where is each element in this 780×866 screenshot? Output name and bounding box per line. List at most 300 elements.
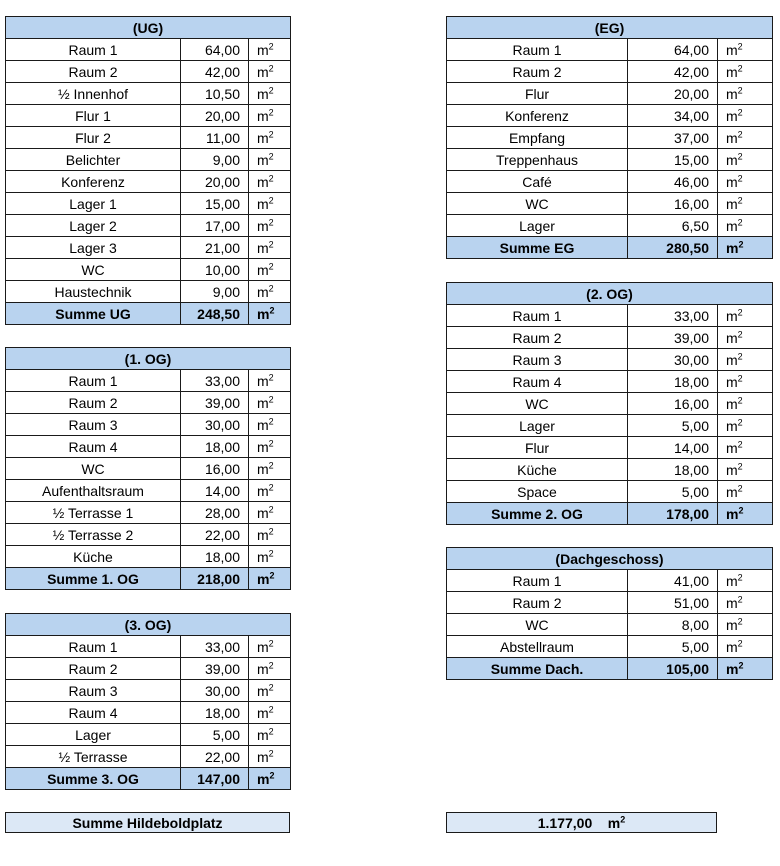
unit-superscript: 2	[737, 482, 743, 493]
room-name: ½ Terrasse	[6, 746, 181, 768]
room-name: Flur	[447, 83, 628, 105]
unit-cell	[249, 83, 291, 105]
table-row	[6, 61, 291, 83]
unit-text: m	[257, 305, 270, 322]
room-name: Raum 2	[447, 61, 628, 83]
room-name: Konferenz	[447, 105, 628, 127]
unit-text: m	[726, 638, 738, 655]
unit-superscript: 2	[738, 504, 744, 515]
table-row	[447, 127, 773, 149]
unit-cell	[718, 39, 773, 61]
unit-cell	[249, 502, 291, 524]
table-row	[6, 149, 291, 171]
unit-text: m	[257, 726, 269, 743]
unit-superscript: 2	[268, 282, 274, 293]
unit-text: m	[726, 461, 738, 478]
table-row	[447, 149, 773, 171]
unit-superscript: 2	[737, 40, 743, 51]
table-row	[447, 592, 773, 614]
unit-cell	[249, 524, 291, 546]
room-area: 51,00	[628, 592, 718, 614]
floor-table-ug	[5, 16, 291, 325]
table-row	[447, 459, 773, 481]
room-area: 11,00	[181, 127, 249, 149]
unit-text: m	[726, 329, 738, 346]
room-name: Raum 1	[447, 570, 628, 592]
table-row	[447, 570, 773, 592]
room-area: 5,00	[628, 415, 718, 437]
room-area: 46,00	[628, 171, 718, 193]
room-name: Konferenz	[6, 171, 181, 193]
unit-text: m	[257, 704, 269, 721]
table-row	[447, 614, 773, 636]
room-name: Abstellraum	[447, 636, 628, 658]
unit-superscript: 2	[268, 459, 274, 470]
unit-text: m	[726, 616, 738, 633]
unit-text: m	[257, 394, 269, 411]
unit-cell	[249, 237, 291, 259]
room-name: ½ Innenhof	[6, 83, 181, 105]
table-row	[6, 524, 291, 546]
unit-cell	[249, 636, 291, 658]
unit-cell	[249, 392, 291, 414]
unit-superscript: 2	[268, 525, 274, 536]
unit-cell	[249, 61, 291, 83]
sum-value: 280,50	[628, 237, 718, 259]
room-area: 14,00	[628, 437, 718, 459]
unit-superscript: 2	[268, 481, 274, 492]
table-row	[6, 502, 291, 524]
unit-superscript: 2	[268, 106, 274, 117]
room-area: 20,00	[628, 83, 718, 105]
room-area: 28,00	[181, 502, 249, 524]
table-row	[447, 437, 773, 459]
unit-cell	[718, 127, 773, 149]
total-label-box	[5, 812, 290, 833]
sum-value: 218,00	[181, 568, 249, 590]
table-row	[6, 237, 291, 259]
unit-text: m	[257, 217, 269, 234]
table-title: (2. OG)	[447, 283, 773, 305]
table-row	[447, 393, 773, 415]
room-name: Raum 3	[6, 414, 181, 436]
table-row	[6, 658, 291, 680]
unit-text: m	[257, 63, 269, 80]
room-area: 41,00	[628, 570, 718, 592]
unit-text: m	[726, 660, 739, 677]
room-area: 14,00	[181, 480, 249, 502]
unit-cell	[249, 546, 291, 568]
unit-text: m	[726, 351, 738, 368]
room-name: Raum 4	[6, 702, 181, 724]
unit-cell	[718, 371, 773, 393]
table-row	[447, 349, 773, 371]
table-row	[6, 193, 291, 215]
floor-table-3-og	[5, 613, 291, 790]
unit-text: m	[726, 63, 738, 80]
unit-superscript: 2	[268, 415, 274, 426]
room-name: Lager 3	[6, 237, 181, 259]
total-value-box	[446, 812, 717, 833]
unit-text: m	[726, 195, 738, 212]
sum-value: 147,00	[181, 768, 249, 790]
room-name: Lager 2	[6, 215, 181, 237]
unit-superscript: 2	[268, 393, 274, 404]
total-label: Summe Hildeboldplatz	[72, 815, 223, 831]
room-area: 9,00	[181, 281, 249, 303]
unit-cell	[718, 327, 773, 349]
room-area: 22,00	[181, 524, 249, 546]
sum-label: Summe Dach.	[447, 658, 628, 680]
unit-superscript: 2	[737, 460, 743, 471]
table-row	[447, 193, 773, 215]
unit-cell	[249, 480, 291, 502]
unit-text: m	[257, 504, 269, 521]
table-title: (UG)	[6, 17, 291, 39]
room-area: 8,00	[628, 614, 718, 636]
room-area: 18,00	[181, 436, 249, 458]
unit-text: m	[726, 483, 738, 500]
unit-text: m	[726, 373, 738, 390]
room-name: Raum 2	[6, 392, 181, 414]
unit-cell	[249, 414, 291, 436]
unit-superscript: 2	[268, 150, 274, 161]
unit-superscript: 2	[737, 372, 743, 383]
room-name: Belichter	[6, 149, 181, 171]
room-area: 18,00	[181, 702, 249, 724]
room-area: 6,50	[628, 215, 718, 237]
unit-text: m	[726, 572, 738, 589]
room-name: WC	[6, 458, 181, 480]
unit-superscript: 2	[737, 593, 743, 604]
unit-cell	[249, 724, 291, 746]
table-row	[6, 171, 291, 193]
sum-row	[6, 568, 291, 590]
room-name: Café	[447, 171, 628, 193]
room-area: 30,00	[181, 414, 249, 436]
table-title: (3. OG)	[6, 614, 291, 636]
room-name: Raum 3	[6, 680, 181, 702]
room-name: Lager	[6, 724, 181, 746]
room-area: 16,00	[628, 193, 718, 215]
unit-superscript: 2	[737, 194, 743, 205]
unit-superscript: 2	[268, 703, 274, 714]
room-area: 5,00	[628, 636, 718, 658]
room-area: 16,00	[181, 458, 249, 480]
unit-superscript: 2	[268, 216, 274, 227]
unit-cell	[249, 458, 291, 480]
table-row	[6, 370, 291, 392]
table-header-row	[447, 548, 773, 570]
table-row	[447, 371, 773, 393]
room-name: Lager	[447, 415, 628, 437]
sum-label: Summe UG	[6, 303, 181, 325]
room-name: Lager	[447, 215, 628, 237]
sum-row	[6, 768, 291, 790]
room-name: Aufenthaltsraum	[6, 480, 181, 502]
room-name: Haustechnik	[6, 281, 181, 303]
unit-text: m	[726, 439, 738, 456]
room-area: 39,00	[181, 658, 249, 680]
room-name: Raum 1	[6, 370, 181, 392]
unit-text: m	[257, 770, 270, 787]
room-area: 42,00	[628, 61, 718, 83]
sum-label: Summe EG	[447, 237, 628, 259]
room-name: WC	[447, 614, 628, 636]
unit-text: m	[257, 438, 269, 455]
unit-text: m	[726, 417, 738, 434]
room-name: Küche	[6, 546, 181, 568]
table-row	[447, 39, 773, 61]
unit-text: m	[257, 416, 269, 433]
table-title: (Dachgeschoss)	[447, 548, 773, 570]
unit-superscript: 2	[737, 306, 743, 317]
room-area: 15,00	[181, 193, 249, 215]
table-header-row	[447, 283, 773, 305]
room-area: 20,00	[181, 171, 249, 193]
unit-cell	[718, 193, 773, 215]
room-area: 18,00	[181, 546, 249, 568]
room-area: 20,00	[181, 105, 249, 127]
unit-text: m	[726, 217, 738, 234]
unit-superscript: 2	[737, 615, 743, 626]
unit-superscript: 2	[737, 571, 743, 582]
room-name: ½ Terrasse 2	[6, 524, 181, 546]
sum-label: Summe 1. OG	[6, 568, 181, 590]
sum-row	[447, 237, 773, 259]
unit-cell	[718, 237, 773, 259]
room-name: Raum 2	[447, 592, 628, 614]
room-name: WC	[447, 393, 628, 415]
unit-cell	[718, 215, 773, 237]
unit-superscript: 2	[269, 304, 275, 315]
unit-text: m	[726, 173, 738, 190]
unit-superscript: 2	[268, 659, 274, 670]
table-row	[6, 436, 291, 458]
unit-text: m	[257, 682, 269, 699]
unit-superscript: 2	[738, 659, 744, 670]
table-row	[447, 61, 773, 83]
room-area: 16,00	[628, 393, 718, 415]
unit-superscript: 2	[268, 62, 274, 73]
room-name: Küche	[447, 459, 628, 481]
table-row	[6, 281, 291, 303]
room-name: Space	[447, 481, 628, 503]
unit-superscript: 2	[268, 725, 274, 736]
unit-cell	[249, 259, 291, 281]
room-name: Raum 1	[447, 39, 628, 61]
floor-table-2-og	[446, 282, 773, 525]
room-name: Flur 2	[6, 127, 181, 149]
floor-table-1-og	[5, 347, 291, 590]
table-row	[6, 392, 291, 414]
unit-cell	[249, 370, 291, 392]
unit-superscript: 2	[737, 394, 743, 405]
room-name: Raum 4	[6, 436, 181, 458]
unit-cell	[249, 658, 291, 680]
unit-text: m	[257, 239, 269, 256]
table-row	[6, 215, 291, 237]
floor-table-eg	[446, 16, 773, 259]
unit-superscript: 2	[269, 769, 275, 780]
table-row	[447, 171, 773, 193]
unit-text: m	[257, 129, 269, 146]
table-row	[6, 259, 291, 281]
unit-cell	[249, 680, 291, 702]
room-area: 34,00	[628, 105, 718, 127]
unit-cell	[718, 305, 773, 327]
table-row	[6, 480, 291, 502]
unit-text: m	[257, 173, 269, 190]
unit-text: m	[257, 748, 269, 765]
room-area: 10,50	[181, 83, 249, 105]
unit-cell	[718, 658, 773, 680]
unit-cell	[249, 193, 291, 215]
unit-text: m	[726, 594, 738, 611]
room-name: Raum 3	[447, 349, 628, 371]
room-area: 9,00	[181, 149, 249, 171]
sum-label: Summe 2. OG	[447, 503, 628, 525]
room-name: Raum 2	[447, 327, 628, 349]
table-row	[447, 105, 773, 127]
unit-cell	[249, 127, 291, 149]
unit-superscript: 2	[737, 350, 743, 361]
unit-superscript: 2	[268, 260, 274, 271]
room-area: 10,00	[181, 259, 249, 281]
unit-text: m	[257, 548, 269, 565]
unit-cell	[249, 171, 291, 193]
unit-cell	[249, 149, 291, 171]
unit-superscript: 2	[268, 681, 274, 692]
table-row	[447, 636, 773, 658]
unit-text: m	[257, 85, 269, 102]
sum-value: 105,00	[628, 658, 718, 680]
unit-text: m	[257, 372, 269, 389]
room-name: WC	[447, 193, 628, 215]
sum-row	[447, 658, 773, 680]
table-row	[6, 724, 291, 746]
unit-text: m	[257, 283, 269, 300]
room-name: Empfang	[447, 127, 628, 149]
unit-superscript: 2	[268, 747, 274, 758]
sum-label: Summe 3. OG	[6, 768, 181, 790]
unit-superscript: 2	[737, 416, 743, 427]
unit-superscript: 2	[268, 637, 274, 648]
room-name: Raum 4	[447, 371, 628, 393]
unit-cell	[718, 459, 773, 481]
unit-cell	[249, 303, 291, 325]
unit-text: m	[726, 107, 738, 124]
room-name: Raum 2	[6, 61, 181, 83]
unit-cell	[249, 436, 291, 458]
table-row	[6, 702, 291, 724]
sum-value: 248,50	[181, 303, 249, 325]
unit-cell	[249, 568, 291, 590]
table-title: (1. OG)	[6, 348, 291, 370]
table-row	[447, 305, 773, 327]
unit-superscript: 2	[737, 106, 743, 117]
unit-text: m	[257, 261, 269, 278]
room-area: 17,00	[181, 215, 249, 237]
unit-cell	[718, 393, 773, 415]
unit-superscript: 2	[268, 437, 274, 448]
unit-superscript: 2	[737, 84, 743, 95]
unit-cell	[249, 768, 291, 790]
room-name: Lager 1	[6, 193, 181, 215]
unit-cell	[718, 570, 773, 592]
unit-cell	[718, 83, 773, 105]
table-row	[447, 481, 773, 503]
unit-cell	[249, 39, 291, 61]
room-area: 64,00	[181, 39, 249, 61]
unit-superscript: 2	[268, 238, 274, 249]
unit-cell	[718, 481, 773, 503]
unit-cell	[249, 281, 291, 303]
room-area: 42,00	[181, 61, 249, 83]
room-name: Flur 1	[6, 105, 181, 127]
table-row	[6, 458, 291, 480]
table-row	[6, 127, 291, 149]
unit-cell	[718, 349, 773, 371]
room-area: 5,00	[628, 481, 718, 503]
sum-row	[447, 503, 773, 525]
unit-cell	[718, 415, 773, 437]
unit-text: m	[726, 307, 738, 324]
unit-text: m	[257, 638, 269, 655]
unit-superscript: 2	[268, 194, 274, 205]
unit-text: m	[257, 195, 269, 212]
unit-superscript: 2	[737, 150, 743, 161]
room-area: 39,00	[628, 327, 718, 349]
room-name: Raum 1	[6, 636, 181, 658]
unit-text: m	[726, 239, 739, 256]
table-title: (EG)	[447, 17, 773, 39]
unit-text: m	[257, 570, 270, 587]
room-area: 15,00	[628, 149, 718, 171]
total-unit: $m^2$	[607, 814, 626, 831]
table-header-row	[6, 614, 291, 636]
unit-text: m	[726, 395, 738, 412]
unit-superscript: 2	[268, 40, 274, 51]
floor-table-dachgeschoss	[446, 547, 773, 680]
sum-row	[6, 303, 291, 325]
room-area: 37,00	[628, 127, 718, 149]
unit-superscript: 2	[737, 216, 743, 227]
unit-cell	[718, 437, 773, 459]
room-area: 18,00	[628, 371, 718, 393]
unit-text: m	[257, 660, 269, 677]
unit-cell	[249, 746, 291, 768]
table-row	[6, 105, 291, 127]
unit-text: m	[726, 151, 738, 168]
unit-text: m	[726, 129, 738, 146]
room-name: Treppenhaus	[447, 149, 628, 171]
room-area: 22,00	[181, 746, 249, 768]
table-row	[6, 83, 291, 105]
table-row	[447, 415, 773, 437]
unit-cell	[718, 636, 773, 658]
unit-superscript: 2	[737, 438, 743, 449]
room-area: 18,00	[628, 459, 718, 481]
unit-superscript: 2	[737, 172, 743, 183]
unit-cell	[249, 215, 291, 237]
room-area: 39,00	[181, 392, 249, 414]
unit-cell	[718, 61, 773, 83]
table-row	[6, 414, 291, 436]
unit-superscript: 2	[268, 84, 274, 95]
unit-superscript: 2	[268, 547, 274, 558]
total-value: 1.177,00	[537, 815, 593, 831]
